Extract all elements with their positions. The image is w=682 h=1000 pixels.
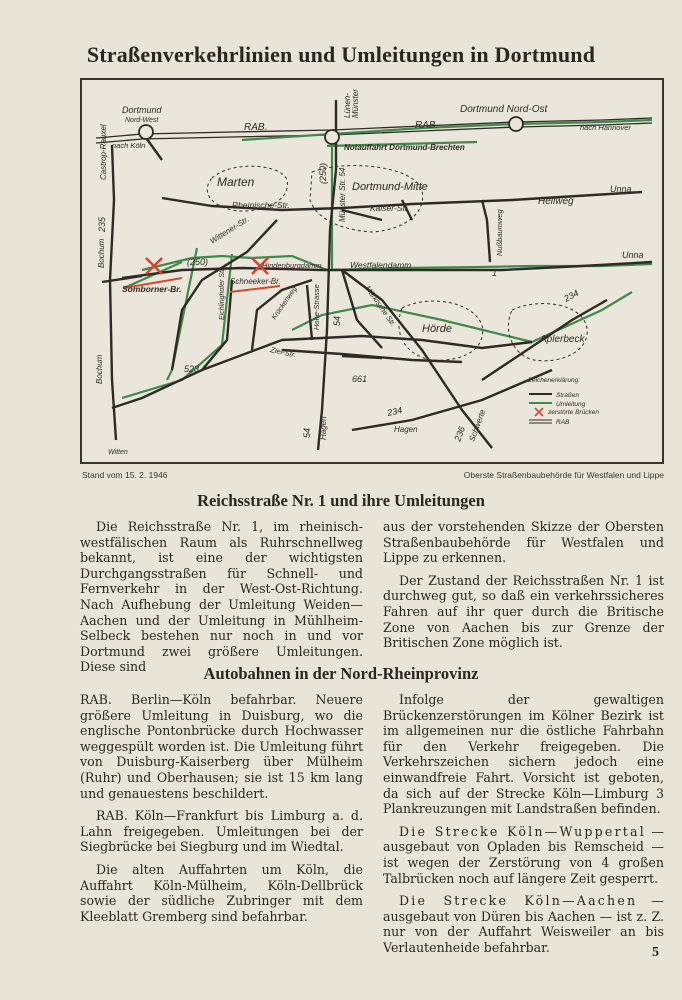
label-r523: 523 (184, 364, 200, 374)
page-number: 5 (652, 945, 659, 960)
section1-right-column (383, 519, 664, 658)
paragraph (383, 824, 664, 886)
label-hohe-strasse: Hohe-Strasse (312, 284, 321, 330)
paragraph-text: — ausgebaut von Düren bis Aachen — ist z. Z. nur von der Auffahrt Weisweiler an bis Verlautenheide befahrbar. (383, 893, 664, 955)
label-rab-right: RAB. (415, 120, 439, 131)
label-bochum-bot: Bochum (95, 354, 104, 384)
label-r54-bot: 54 (302, 427, 312, 438)
label-hagen-right: Hagen (394, 425, 418, 434)
label-r250-mid: (250) (187, 257, 209, 267)
label-krueckenweg: Krückenweg (270, 285, 299, 322)
label-nach-hannover: nach Hannover (580, 123, 631, 132)
paragraph-text: — ausgebaut von Opladen bis Remscheid — ist wegen der Zerstörung von 4 großen Talbrücken noch auf längere Zeit gesperrt. (383, 823, 664, 886)
section-heading-autobahnen: Autobahnen in der Nord-Rheinprovinz (203, 664, 479, 683)
label-r234-top: 234 (562, 287, 581, 304)
route-name: Die Strecke Köln—Wuppertal (399, 823, 646, 839)
section2-left-column (80, 692, 363, 931)
label-r661: 661 (352, 374, 368, 384)
paragraph: RAB. Köln—Frankfurt bis Limburg a. d. Lahn freigegeben. Umleitungen bei der Siegbrücke bei Siegburg und im Wiedtal. (80, 808, 363, 855)
label-notauffahrt: Notauffahrt Dortmund-Brechten (344, 143, 465, 152)
section2-right-column (383, 692, 664, 963)
paragraph: aus der vorstehenden Skizze der Obersten Straßenbaubehörde für Westfalen und Lippe zu erkennen. (383, 519, 664, 566)
label-hagen-left: Hagen (319, 416, 328, 440)
label-r234-bot: 234 (386, 405, 404, 418)
autobahn-junctions (139, 117, 523, 144)
map-caption-authority: Oberste Straßenbaubehörde für Westfalen und Lippe (463, 470, 664, 480)
junction-dortmund-nord-west (139, 125, 153, 139)
road-map (80, 78, 664, 464)
label-r236: 236 (452, 425, 468, 443)
junction-luenen (325, 130, 339, 144)
label-muenster-str: Münster Str. 54 (338, 167, 347, 222)
paragraph (383, 893, 664, 955)
label-bochum-top: Bochum (97, 238, 106, 268)
section1-left-column (80, 519, 363, 682)
label-castrop-rauxel: Castrop-Rauxel (99, 124, 108, 180)
legend-rab: RAB (556, 419, 570, 426)
legend-title: Zeichenerklärung: (528, 377, 581, 384)
route-name: Die Strecke Köln—Aachen (399, 893, 638, 909)
junction-dortmund-nord-ost (509, 117, 523, 131)
paragraph: Der Zustand der Reichsstraßen Nr. 1 ist durchweg gut, so daß ein verkehrssicheres Fahren auf ihr quer durch die Britische Zone von Aachen bis zur Grenze der Britischen Zone möglich ist. (383, 572, 664, 651)
page-title: Straßenverkehrlinien und Umleitungen in Dortmund (86, 42, 596, 67)
label-schwerte: Schwerte (467, 408, 488, 443)
label-luenen-2: Münster (351, 89, 360, 118)
label-rheinische-str: Rheinische-Str. (232, 200, 290, 210)
label-nord-west: Nord-West (125, 117, 159, 124)
label-rab-left: RAB. (244, 122, 268, 133)
label-hoerde: Hörde (422, 323, 452, 335)
map-caption-date: Stand vom 15. 2. 1946 (82, 470, 168, 480)
paragraph: RAB. Berlin—Köln befahrbar. Neuere größere Umleitung in Duisburg, wo die englische Pontonbrücke durch Hochwasser weggespült worden ist. Die Umleitung führt von Duisburg-Kaiserberg über Mülheim (Ruhr) und Oberhausen; sie ist 15 km lang und genauestens beschildert. (80, 692, 363, 801)
legend-strassen: Straßen (556, 392, 580, 399)
label-witten: Witten (108, 449, 128, 456)
label-hellweg: Hellweg (538, 196, 574, 207)
label-r235: 235 (97, 216, 107, 232)
label-nussbaumweg: Nußbaumweg (495, 209, 504, 256)
label-marten: Marten (217, 175, 255, 189)
label-kaiser-str: Kaiser-Str. (370, 203, 410, 213)
paragraph: Infolge der gewaltigen Brückenzerstörungen im Kölner Bezirk ist im allgemeinen nur die östliche Fahrbahn für den Verkehr freigegeben. Die Verkehrszeichen sichern jedoch eine einwandfreie Fahrt. Vorsicht ist geboten, da sich auf der Strecke Köln—Limburg 3 Plankreuzungen mit Landstraßen befinden. (383, 692, 664, 817)
label-hindenburgdamm: Hindenburgdamm (262, 261, 322, 270)
label-dortmund-mitte: Dortmund-Mitte (352, 181, 428, 193)
paragraph: Die Reichsstraße Nr. 1, im rheinisch-westfälischen Raum als Ruhrschnellweg bekannt, ist eine der wichtigsten Durchgangsstraßen für Schnell- und Fernverkehr in der West-Ost-Richtung. Nach Aufhebung der Umleitung Weiden—Aachen und der Umleitung in Mühlheim-Selbeck bestehen nur noch in und vor Dortmund zwei größere Umleitungen. Diese sind (80, 519, 363, 675)
label-r1: 1 (492, 268, 498, 278)
legend-umleitung: Umleitung (556, 401, 586, 408)
paragraph: Die alten Auffahrten um Köln, die Auffahrt Köln-Mülheim, Köln-Dellbrück sowie der südliche Zubringer mit dem Kleeblatt Gremberg sind befahrbar. (80, 861, 363, 924)
label-dortmund-nw: Dortmund (122, 105, 162, 115)
label-unna-mid: Unna (622, 250, 644, 260)
legend-bruecken: zerstörte Brücken (548, 409, 599, 416)
label-ziegel-str: Ziel-Str. (269, 345, 297, 360)
label-wittener-str: Wittener-Str. (208, 214, 251, 246)
label-westfalendamm: Westfalendamm (350, 260, 412, 270)
label-dortmund-no: Dortmund Nord-Ost (460, 104, 548, 115)
label-aplerbeck: Aplerbeck (540, 334, 585, 345)
label-somborner-br: Somborner-Br. (122, 284, 182, 294)
label-schnee-br: Schneeker-Br. (230, 277, 281, 286)
label-luenen-1: Lünen- (343, 93, 352, 118)
label-eichlinghofer-str: Eichlinghofer Str. (219, 266, 226, 320)
road-map-svg (82, 80, 662, 462)
label-nach-koeln: nach Köln (112, 141, 146, 150)
label-r250-top: (250) (318, 162, 328, 184)
section-heading-reichsstrasse: Reichsstraße Nr. 1 und ihre Umleitungen (197, 491, 485, 510)
label-r54: 54 (332, 315, 342, 326)
label-unna-top: Unna (610, 184, 632, 194)
label-markische-str: Märkische Str. (363, 283, 399, 329)
